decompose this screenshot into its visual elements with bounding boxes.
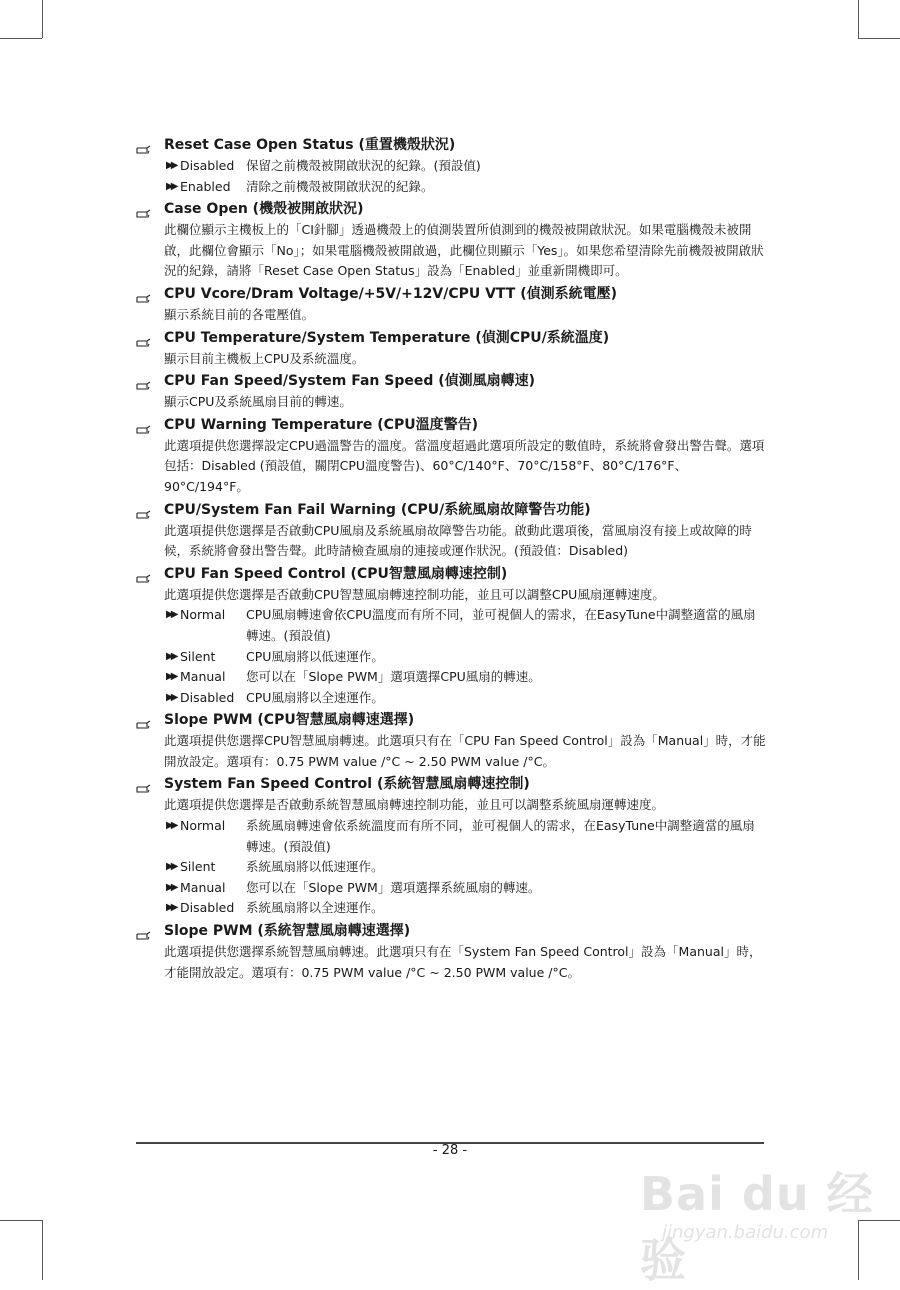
section [136, 198, 766, 282]
section-description: 此選項提供您選擇是否啟動CPU風扇及系統風扇故障警告功能。啟動此選項後，當風扇沒有接上或故障的時候，系統將會發出警告聲。此時請檢查風扇的連接或運作狀況。(預設值：Disabled) [164, 522, 752, 559]
pointing-hand-icon [136, 333, 154, 343]
option-description: 系統風扇將以低速運作。 [246, 859, 384, 875]
option-name: Manual [180, 879, 226, 895]
double-arrow-icon: ▶▶ [166, 881, 176, 893]
option-item [136, 688, 766, 709]
option-name: Manual [180, 669, 226, 685]
option-item [136, 605, 766, 646]
section-title-text: Slope PWM (系統智慧風扇轉速選擇) [164, 923, 411, 940]
pointing-hand-icon [136, 569, 154, 579]
option-description: CPU風扇轉速會依CPU溫度而有所不同，並可視個人的需求，在EasyTune中調整適當的風扇轉速。(預設值) [246, 607, 756, 643]
section-title-text: Reset Case Open Status (重置機殼狀況) [164, 137, 456, 153]
option-description: CPU風扇將以低速運作。 [246, 648, 384, 664]
section-title-text: Case Open (機殼被開啟狀況) [164, 201, 364, 218]
section-title [136, 283, 766, 305]
double-arrow-icon: ▶▶ [166, 671, 176, 683]
option-name: Silent [180, 859, 216, 875]
section-title [136, 773, 766, 795]
option-name: Enabled [180, 178, 231, 194]
option-name: Normal [180, 607, 226, 623]
watermark-logo: Bai du 经验 [640, 1167, 874, 1287]
pointing-hand-icon [136, 289, 154, 299]
crop-mark [858, 0, 859, 38]
section [136, 134, 766, 197]
section-description: 此選項提供您選擇是否啟動CPU智慧風扇轉速控制功能，並且可以調整CPU風扇運轉速度。 [164, 586, 665, 602]
section-title-text: CPU Temperature/System Temperature (偵測CPU/系統溫度) [164, 329, 610, 346]
option-item [136, 647, 766, 668]
double-arrow-icon: ▶▶ [166, 691, 176, 703]
option-item [136, 898, 766, 919]
option-description: CPU風扇將以全速運作。 [246, 689, 384, 705]
option-name: Disabled [180, 158, 235, 173]
section [136, 283, 766, 326]
section [136, 709, 766, 772]
section-title [136, 414, 766, 436]
section-description: 顯示目前主機板上CPU及系統溫度。 [164, 350, 365, 366]
pointing-hand-icon [136, 204, 154, 214]
section-title [136, 198, 766, 220]
section [136, 773, 766, 919]
section-title-text: CPU/System Fan Fail Warning (CPU/系統風扇故障警告功能) [164, 501, 591, 518]
section-title [136, 709, 766, 731]
crop-mark [0, 38, 42, 39]
section [136, 499, 766, 562]
option-description: 系統風扇轉速會依系統溫度而有所不同，並可視個人的需求，在EasyTune中調整適當的風扇轉速。(預設值) [246, 818, 755, 854]
section [136, 370, 766, 413]
double-arrow-icon: ▶▶ [166, 861, 176, 873]
section-title [136, 370, 766, 392]
double-arrow-icon: ▶▶ [166, 609, 176, 621]
baidu-watermark [640, 1148, 890, 1287]
pointing-hand-icon [136, 376, 154, 386]
section-description: 此欄位顯示主機板上的「CI針腳」透過機殼上的偵測裝置所偵測到的機殼被開啟狀況。如果電腦機殼未被開啟，此欄位會顯示「No」；如果電腦機殼被開啟過，此欄位則顯示「Yes」。如果您希望清除先前機殼被開啟狀況的紀錄，請將「Reset Case Open Status」設為「Enabled」並重新開機即可。 [164, 222, 764, 279]
section [136, 563, 766, 709]
option-item [136, 857, 766, 878]
option-item [136, 177, 766, 198]
crop-mark [0, 1220, 42, 1221]
section-description: 此選項提供您選擇設定CPU過溫警告的溫度。當溫度超過此選項所設定的數值時，系統將會發出警告聲。選項包括：Disabled (預設值，關閉CPU溫度警告)、60°C/140°F、70°C/158°F、80°C/176°F、90°C/194°F。 [164, 437, 765, 494]
option-description: 您可以在「Slope PWM」選項選擇CPU風扇的轉速。 [246, 669, 541, 685]
section-title-text: CPU Vcore/Dram Voltage/+5V/+12V/CPU VTT (偵測系統電壓) [164, 285, 618, 302]
section-title-text: CPU Warning Temperature (CPU溫度警告) [164, 416, 478, 433]
pointing-hand-icon [136, 926, 154, 936]
option-name: Normal [180, 818, 226, 834]
double-arrow-icon: ▶▶ [166, 902, 176, 914]
page-number: - 28 - [432, 1143, 468, 1158]
section-description: 此選項提供您選擇是否啟動系統智慧風扇轉速控制功能，並且可以調整系統風扇運轉速度。 [164, 797, 665, 813]
option-name: Disabled [180, 900, 235, 916]
pointing-hand-icon [136, 505, 154, 515]
option-item [136, 816, 766, 857]
section [136, 920, 766, 983]
double-arrow-icon: ▶▶ [166, 820, 176, 832]
crop-mark [42, 1220, 43, 1280]
double-arrow-icon: ▶▶ [166, 650, 176, 662]
option-item [136, 667, 766, 688]
option-item [136, 156, 766, 177]
section-description: 顯示CPU及系統風扇目前的轉速。 [164, 394, 352, 410]
pointing-hand-icon [136, 140, 154, 150]
manual-content [136, 133, 766, 983]
section-title [136, 134, 766, 156]
section [136, 414, 766, 498]
section-description: 此選項提供您選擇CPU智慧風扇轉速。此選項只有在「CPU Fan Speed Control」設為「Manual」時，才能開放設定。選項有：0.75 PWM value /°C ~ 2.50 PWM value /°C。 [164, 733, 766, 769]
option-description: 保留之前機殼被開啟狀況的紀錄。(預設值) [246, 158, 481, 173]
option-description: 系統風扇將以全速運作。 [246, 900, 384, 916]
section-description: 此選項提供您選擇系統智慧風扇轉速。此選項只有在「System Fan Speed Control」設為「Manual」時，才能開放設定。選項有：0.75 PWM value /°C ~ 2.50 PWM value /°C。 [164, 944, 762, 980]
watermark-site: jingyan.baidu.com [662, 1222, 829, 1243]
pointing-hand-icon [136, 420, 154, 430]
section-title-text: CPU Fan Speed Control (CPU智慧風扇轉速控制) [164, 565, 508, 582]
pointing-hand-icon [136, 779, 154, 789]
section-title [136, 499, 766, 521]
section-title-text: CPU Fan Speed/System Fan Speed (偵測風扇轉速) [164, 373, 536, 390]
option-item [136, 878, 766, 899]
section-title-text: Slope PWM (CPU智慧風扇轉速選擇) [164, 712, 415, 729]
option-name: Silent [180, 648, 216, 664]
section-title [136, 563, 766, 585]
option-name: Disabled [180, 689, 235, 705]
section-description: 顯示系統目前的各電壓值。 [164, 306, 315, 322]
option-description: 清除之前機殼被開啟狀況的紀錄。 [246, 178, 434, 194]
crop-mark [858, 38, 900, 39]
double-arrow-icon: ▶▶ [166, 160, 176, 171]
pointing-hand-icon [136, 715, 154, 725]
double-arrow-icon: ▶▶ [166, 180, 176, 192]
section [136, 327, 766, 370]
section-title [136, 327, 766, 349]
option-description: 您可以在「Slope PWM」選項選擇系統風扇的轉速。 [246, 879, 541, 895]
section-title [136, 920, 766, 942]
section-title-text: System Fan Speed Control (系統智慧風扇轉速控制) [164, 776, 530, 793]
crop-mark [42, 0, 43, 38]
